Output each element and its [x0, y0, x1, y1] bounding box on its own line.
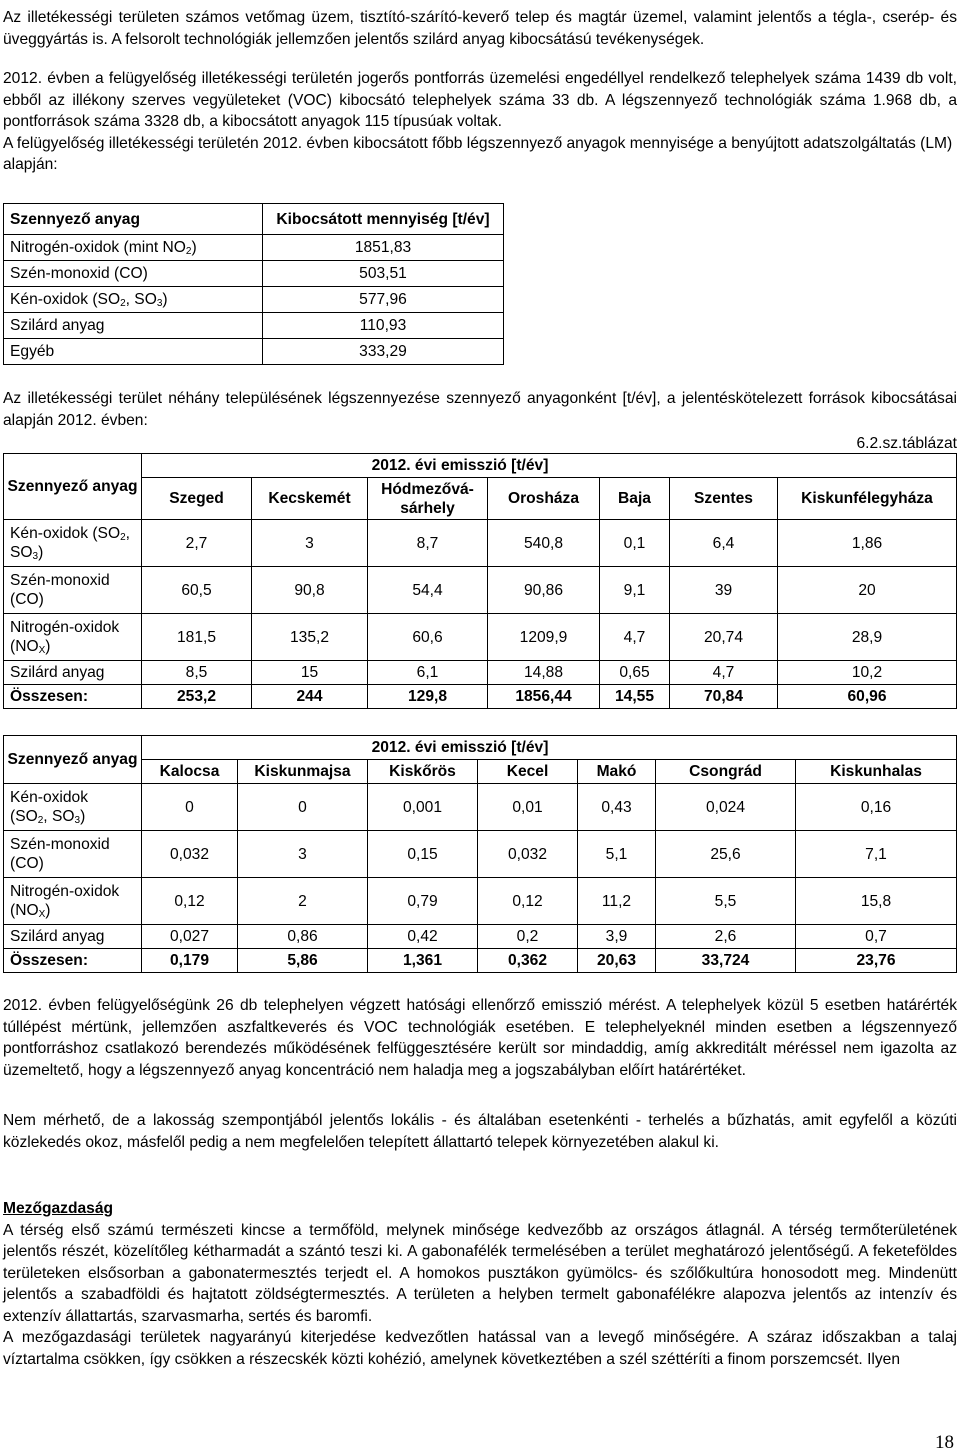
- subscript: X: [38, 909, 46, 920]
- table-header-row: [4, 204, 504, 235]
- cell: 4,7: [670, 661, 778, 685]
- cell: 0,15: [368, 831, 478, 878]
- table-caption: 6.2.sz.táblázat: [856, 435, 957, 452]
- page-number: 18: [935, 1432, 954, 1453]
- cell: 0,001: [368, 784, 478, 831]
- column-header-city: Kecel: [478, 760, 578, 784]
- row-label: [4, 520, 142, 567]
- label-text: Nitrogén-oxidok: [10, 619, 120, 636]
- label-mid: , SO: [125, 291, 157, 308]
- label-text: Szén-monoxid: [10, 836, 110, 853]
- column-header-city: Szentes: [670, 478, 778, 520]
- table-row: [4, 831, 957, 878]
- emission-header: 2012. évi emisszió [t/év]: [142, 736, 957, 760]
- label-mid: , SO: [43, 808, 75, 825]
- emission-header: 2012. évi emisszió [t/év]: [142, 454, 957, 478]
- table-row: [4, 784, 957, 831]
- row-label: Szilárd anyag: [4, 925, 142, 949]
- column-header-pollutant: Szennyező anyag: [4, 736, 142, 784]
- label-text-2: (CO): [10, 855, 44, 872]
- column-header-city: Kiskunfélegyháza: [778, 478, 957, 520]
- label-tail: ): [162, 291, 168, 308]
- cell: 1,86: [778, 520, 957, 567]
- local-pollution-paragraph: Nem mérhető, de a lakosság szempontjából jelentős lokális - és általában esetenkénti - terhelés a bűzhatás, amit egyfelől a közúti közlekedés okoz, másfelől pedig a nem megfelelően telepített állattartó telepek környezetében alakul ki.: [3, 1112, 957, 1151]
- cell: 0,032: [478, 831, 578, 878]
- column-header-amount: Kibocsátott mennyiség [t/év]: [263, 204, 504, 235]
- cell: 0,024: [656, 784, 796, 831]
- label-text-2: (NO: [10, 638, 39, 655]
- cell: 60,6: [368, 614, 488, 661]
- cell: 15,8: [796, 878, 957, 925]
- label-tail: ): [80, 808, 86, 825]
- cell: 0,7: [796, 925, 957, 949]
- subscript: 2: [185, 246, 192, 257]
- cell: 0: [142, 784, 238, 831]
- cell: 90,8: [252, 567, 368, 614]
- cell: 8,7: [368, 520, 488, 567]
- label-text: Nitrogén-oxidok: [10, 883, 120, 900]
- row-label: [4, 567, 142, 614]
- table-row: [4, 235, 504, 261]
- row-label: Szilárd anyag: [4, 313, 263, 339]
- label-text-2: (SO: [10, 808, 38, 825]
- cell: 0: [238, 784, 368, 831]
- subscript: X: [38, 645, 46, 656]
- cell: 0,12: [478, 878, 578, 925]
- section-heading: Mezőgazdaság: [3, 1200, 114, 1217]
- inspection-paragraph: 2012. évben felügyelőségünk 26 db telephelyen végzett hatósági ellenőrző emisszió mérést. A telephelyek közül 5 esetben határérték túllépést mértünk, jellemzően aszfaltkeverés és VOC technológiák esetében. E telephelyeknél minden esetben a légszennyező pontforráshoz csatlakozó berendezés működésének felfüggesztésére került sor mindaddig, amíg akkreditált méréssel nem igazolta az üzemeltető, hogy a légszennyező anyag koncentráció nem haladja meg a jogszabályban előírt határértéket.: [3, 997, 957, 1079]
- cell: 0,027: [142, 925, 238, 949]
- column-header-city: Kiskőrös: [368, 760, 478, 784]
- cell: 10,2: [778, 661, 957, 685]
- cell: 0,65: [600, 661, 670, 685]
- cell: 11,2: [578, 878, 656, 925]
- cell: 25,6: [656, 831, 796, 878]
- row-label: Szilárd anyag: [4, 661, 142, 685]
- cell: 2,6: [656, 925, 796, 949]
- cell: 5,1: [578, 831, 656, 878]
- cell: 0,362: [478, 949, 578, 973]
- cell: 14,55: [600, 685, 670, 709]
- row-label: [4, 614, 142, 661]
- column-header-city: Csongrád: [656, 760, 796, 784]
- cell: 20: [778, 567, 957, 614]
- cell: 3: [252, 520, 368, 567]
- table-row: [4, 313, 504, 339]
- cell: 6,1: [368, 661, 488, 685]
- cell: 33,724: [656, 949, 796, 973]
- cell: 0,79: [368, 878, 478, 925]
- subscript: 2: [120, 532, 126, 543]
- cell: 0,86: [238, 925, 368, 949]
- table-header-row: [4, 478, 957, 520]
- cell: 0,032: [142, 831, 238, 878]
- cell: 0,01: [478, 784, 578, 831]
- label-text: Kén-oxidok (SO: [10, 291, 121, 308]
- label-mid: ,: [125, 525, 130, 542]
- cell: 0,43: [578, 784, 656, 831]
- cell: 0,1: [600, 520, 670, 567]
- cell: 70,84: [670, 685, 778, 709]
- row-value: 503,51: [263, 261, 504, 287]
- cell: 3: [238, 831, 368, 878]
- table-row: [4, 661, 957, 685]
- cell: 2: [238, 878, 368, 925]
- cell: 129,8: [368, 685, 488, 709]
- agriculture-section: [3, 1198, 957, 1370]
- cell: 1856,44: [488, 685, 600, 709]
- table-row: [4, 261, 504, 287]
- subscript: 3: [32, 551, 39, 562]
- agriculture-paragraph-2: A mezőgazdasági területek nagyarányú kiterjedése kedvezőtlen hatással van a levegő minőségére. A száraz időszakban a talaj víztartalma csökken, így csökken a részecskék közti kohézió, amelynek következtében a szél széttéríti a finom porszemcsét. Ilyen: [3, 1329, 957, 1368]
- cell: 8,5: [142, 661, 252, 685]
- city-emissions-table-1: [3, 453, 957, 709]
- column-header-city: Baja: [600, 478, 670, 520]
- intro-paragraph: Az illetékességi területen számos vetőmag üzem, tisztító-szárító-keverő telep és magtár üzemel, valamint jelentős a tégla-, cserép- és üveggyártás is. A felsorolt technológiák jellemzően jelentős szilárd anyag kibocsátású tevékenységek.: [3, 9, 957, 48]
- settlements-paragraph: Az illetékességi terület néhány településének légszennyezése szennyező anyagonként [t/év], a jelentéskötelezett források kibocsátásai alapján 2012. évben:: [3, 390, 957, 429]
- cell: 54,4: [368, 567, 488, 614]
- cell: 181,5: [142, 614, 252, 661]
- row-label: Egyéb: [4, 339, 263, 365]
- cell: 540,8: [488, 520, 600, 567]
- cell: 4,7: [600, 614, 670, 661]
- column-header-city: Kecskemét: [252, 478, 368, 520]
- label-tail: ): [191, 239, 197, 256]
- subscript: 2: [37, 815, 44, 826]
- column-header-city: Kiskunhalas: [796, 760, 957, 784]
- cell: 1,361: [368, 949, 478, 973]
- cell: 1209,9: [488, 614, 600, 661]
- label-tail: ): [45, 638, 51, 655]
- row-value: 1851,83: [263, 235, 504, 261]
- row-value: 577,96: [263, 287, 504, 313]
- table-row: [4, 925, 957, 949]
- cell: 0,16: [796, 784, 957, 831]
- cell: 20,63: [578, 949, 656, 973]
- table-row: [4, 520, 957, 567]
- table-row: [4, 339, 504, 365]
- column-header-city: Kiskunmajsa: [238, 760, 368, 784]
- cell: 14,88: [488, 661, 600, 685]
- column-header-pollutant: Szennyező anyag: [4, 204, 263, 235]
- column-header-city: Hódmezővá-sárhely: [368, 478, 488, 520]
- label-tail: ): [45, 902, 51, 919]
- subscript: 3: [156, 298, 163, 309]
- cell: 60,5: [142, 567, 252, 614]
- cell: 135,2: [252, 614, 368, 661]
- cell: 39: [670, 567, 778, 614]
- row-label: Összesen:: [4, 949, 142, 973]
- column-header-pollutant: Szennyező anyag: [4, 454, 142, 520]
- table-row: [4, 287, 504, 313]
- cell: 0,179: [142, 949, 238, 973]
- cell: 253,2: [142, 685, 252, 709]
- subscript: 2: [120, 298, 126, 309]
- label-text: Szén-monoxid: [10, 572, 110, 589]
- cell: 20,74: [670, 614, 778, 661]
- row-label: [4, 784, 142, 831]
- cell: 2,7: [142, 520, 252, 567]
- cell: 3,9: [578, 925, 656, 949]
- agriculture-paragraph-1: A térség első számú természeti kincse a termőföld, melynek minősége kedvezőbb az országos átlagnál. A térség termőterületének jelentős részét, közelítőleg kétharmadát a szántó teszi ki. A gabonafélék termelésében a terület meghatározó jelentőségű. A feketeföldes területeken elsősorban a gabonatermesztés terjedt el. A homokos pusztákon gyümölcs- és szőlőkultúra honosodott meg. Mindenütt jelentős a szabadföldi és hajtatott zöldségtermesztés. A területen a helyben termelt gabonafélékre alapozva jelentős az intenzív és extenzív állattartás, szarvasmarha, sertés és baromfi.: [3, 1221, 957, 1325]
- column-header-city: Kalocsa: [142, 760, 238, 784]
- cell: 0,42: [368, 925, 478, 949]
- pollutant-totals-table: [3, 203, 504, 365]
- subscript: 3: [74, 815, 81, 826]
- row-label: Összesen:: [4, 685, 142, 709]
- label-text-2: (NO: [10, 902, 39, 919]
- table-header-row: [4, 454, 957, 478]
- cell: 9,1: [600, 567, 670, 614]
- table-total-row: [4, 685, 957, 709]
- column-header-city: Szeged: [142, 478, 252, 520]
- table-header-row: [4, 760, 957, 784]
- stats-paragraph-1: 2012. évben a felügyelőség illetékességi területén jogerős pontforrás üzemelési engedéllyel rendelkező telephelyek száma 1439 db volt, ebből az illékony szerves vegyületeket (VOC) kibocsátó telephelyek száma 33 db. A légszennyező technológiák száma 1.968 db, a pontforrások száma 3328 db, a kibocsátott anyagok 115 típusúak voltak.: [3, 70, 957, 130]
- label-text: Kén-oxidok (SO: [10, 525, 121, 542]
- row-value: 333,29: [263, 339, 504, 365]
- row-label: [4, 235, 263, 261]
- label-text: Nitrogén-oxidok (mint NO: [10, 239, 186, 256]
- row-label: [4, 878, 142, 925]
- cell: 5,86: [238, 949, 368, 973]
- row-label: [4, 287, 263, 313]
- cell: 90,86: [488, 567, 600, 614]
- cell: 5,5: [656, 878, 796, 925]
- table-row: [4, 614, 957, 661]
- stats-block: [3, 68, 957, 176]
- column-header-city: Orosháza: [488, 478, 600, 520]
- stats-paragraph-2: A felügyelőség illetékességi területén 2012. évben kibocsátott főbb légszennyező anyagok mennyisége a benyújtott adatszolgáltatás (LM) alapján:: [3, 134, 953, 173]
- table-row: [4, 567, 957, 614]
- cell: 244: [252, 685, 368, 709]
- cell: 60,96: [778, 685, 957, 709]
- cell: 23,76: [796, 949, 957, 973]
- city-emissions-table-2: [3, 735, 957, 973]
- table-total-row: [4, 949, 957, 973]
- cell: 7,1: [796, 831, 957, 878]
- row-value: 110,93: [263, 313, 504, 339]
- table-header-row: [4, 736, 957, 760]
- column-header-city: Makó: [578, 760, 656, 784]
- row-label: Szén-monoxid (CO): [4, 261, 263, 287]
- cell: 28,9: [778, 614, 957, 661]
- cell: 15: [252, 661, 368, 685]
- label-text-2: (CO): [10, 591, 44, 608]
- cell: 6,4: [670, 520, 778, 567]
- row-label: [4, 831, 142, 878]
- cell: 0,12: [142, 878, 238, 925]
- label-tail: ): [38, 544, 44, 561]
- cell: 0,2: [478, 925, 578, 949]
- label-text-2: SO: [10, 544, 33, 561]
- label-text: Kén-oxidok: [10, 789, 89, 806]
- table-row: [4, 878, 957, 925]
